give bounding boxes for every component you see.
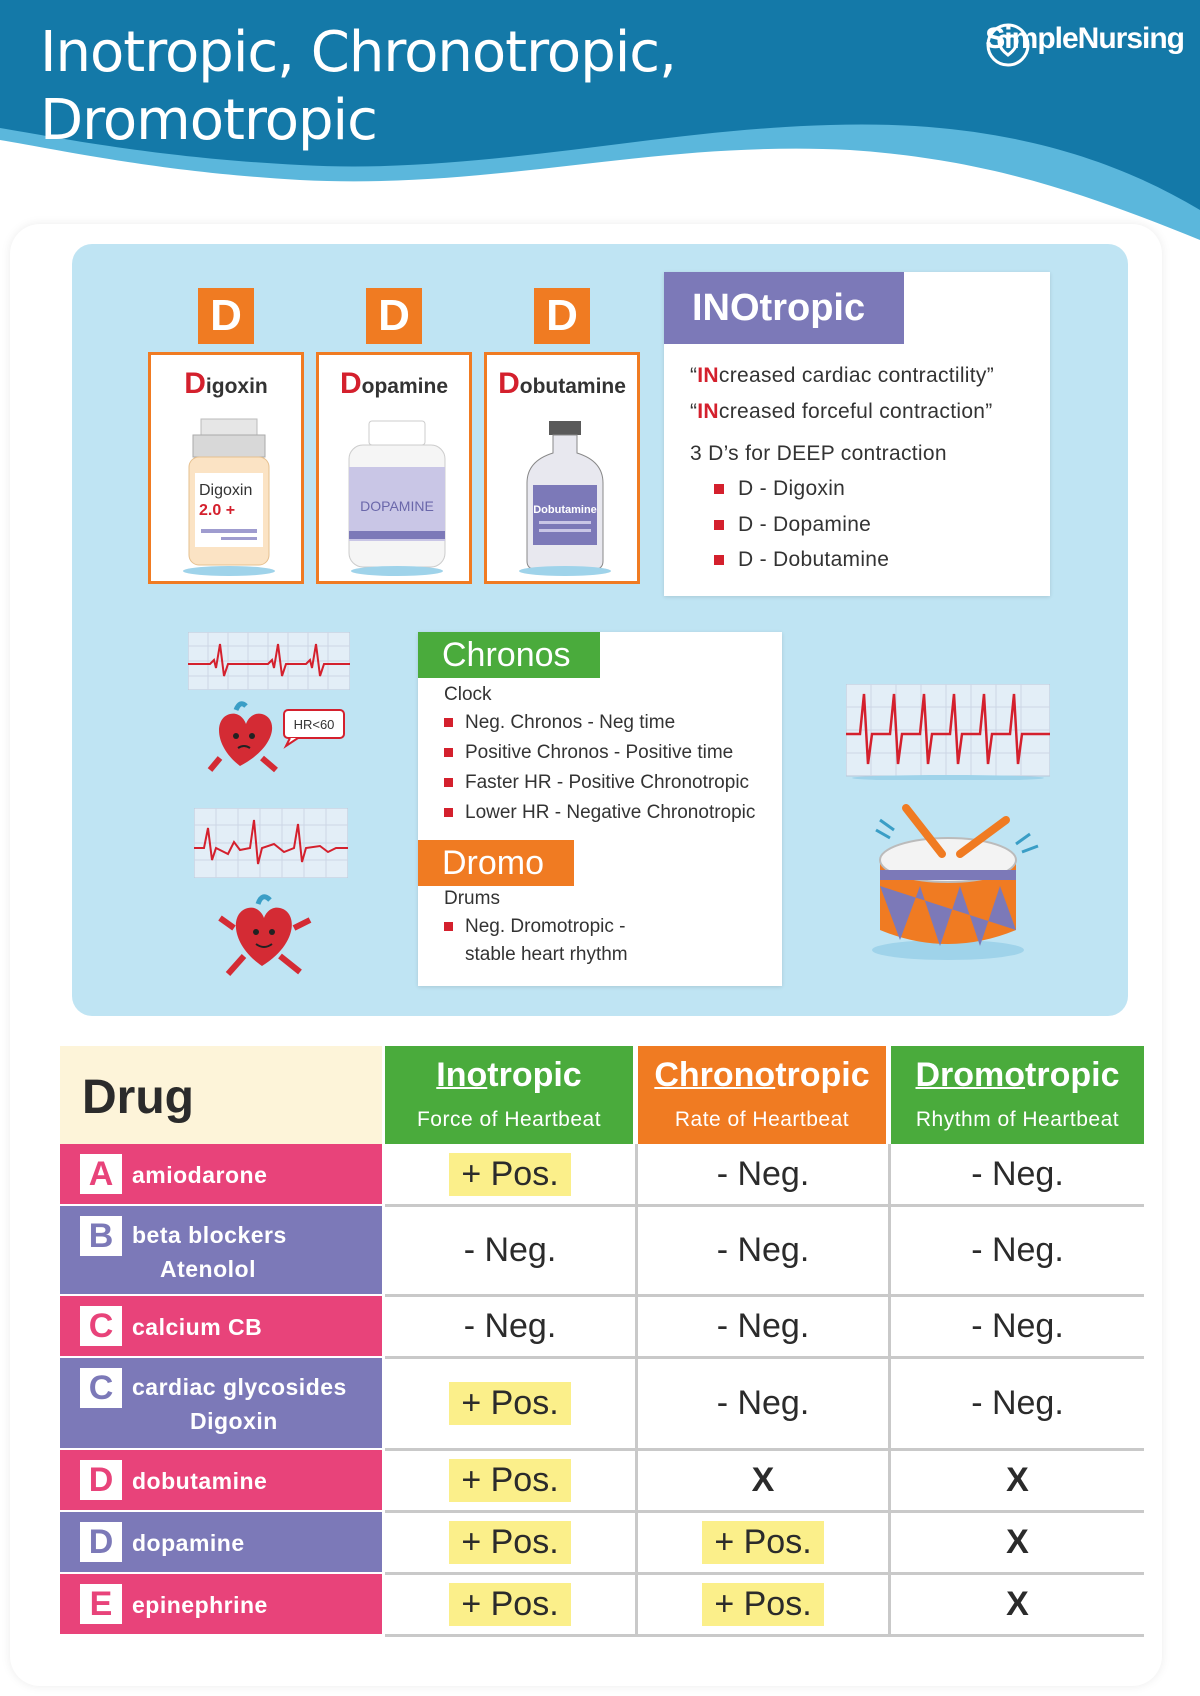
item-text: D - Dobutamine [738, 548, 890, 571]
negative-effect-value: - Neg. [971, 1383, 1064, 1422]
hr-speech-bubble: HR<60 [293, 717, 335, 732]
table-row-label [60, 1358, 382, 1448]
row-drug-name: amiodarone [132, 1162, 268, 1188]
negative-effect-value: - Neg. [716, 1306, 810, 1345]
column-divider [888, 1144, 891, 1634]
title-rest: igoxin [205, 375, 268, 398]
bottle-label: DOPAMINE [360, 498, 434, 514]
no-effect-value: X [751, 1460, 775, 1499]
no-effect-value: X [1006, 1584, 1029, 1623]
row-letter: D [80, 1460, 122, 1500]
drum-illustration [866, 800, 1042, 964]
negative-effect-value: - Neg. [716, 1383, 810, 1422]
chronos-item [444, 802, 755, 824]
bullet-icon [714, 555, 724, 565]
no-effect-value: X [1006, 1522, 1029, 1561]
table-row-label [60, 1574, 382, 1634]
brand-logo [985, 22, 1184, 56]
bullet-icon [444, 778, 453, 787]
positive-effect-value: + Pos. [449, 1153, 570, 1196]
row-drug-name: calcium CB [132, 1314, 263, 1340]
item-text: Positive Chronos - Positive time [465, 742, 734, 763]
bullet-icon [444, 808, 453, 817]
table-cell [385, 1358, 635, 1448]
inotropic-item [714, 548, 889, 572]
table-cell [891, 1296, 1144, 1356]
emphasis-in: IN [697, 364, 719, 387]
digoxin-bottle-illustration [171, 411, 287, 581]
inotropic-box [664, 272, 1050, 596]
row-letter: B [80, 1216, 122, 1256]
title-underlined: Ino [436, 1056, 488, 1094]
table-cell [385, 1574, 635, 1634]
table-cell [638, 1296, 888, 1356]
item-text: D - Digoxin [738, 477, 846, 500]
table-cell [385, 1144, 635, 1204]
item-text: Neg. Dromotropic - [465, 916, 626, 937]
definition-text: creased forceful contraction” [718, 400, 993, 423]
chronos-item [444, 772, 749, 794]
negative-effect-value: - Neg. [971, 1306, 1064, 1345]
drug-header-label: Drug [82, 1071, 194, 1124]
table-row-label [60, 1296, 382, 1356]
negative-effect-value: - Neg. [463, 1230, 557, 1269]
item-text: Neg. Chronos - Neg time [465, 712, 676, 733]
item-text: D - Dopamine [738, 513, 872, 536]
row-drug-name: dobutamine [132, 1468, 268, 1494]
dromotropic-column-header [891, 1046, 1144, 1144]
bullet-icon [444, 718, 453, 727]
drug-card-dopamine [316, 352, 472, 584]
table-cell [891, 1144, 1144, 1204]
table-row-label [60, 1144, 382, 1204]
bullet-icon [714, 484, 724, 494]
vial-label: Dobutamine [533, 504, 597, 516]
title-initial: D [184, 367, 206, 400]
column-title [638, 1056, 886, 1095]
negative-effect-value: - Neg. [971, 1154, 1064, 1193]
irregular-ecg-strip-illustration [194, 808, 348, 878]
stethoscope-heart-icon [985, 22, 1031, 68]
positive-effect-value: + Pos. [702, 1521, 823, 1564]
chronos-item [444, 712, 675, 734]
table-cell [638, 1206, 888, 1294]
row-drug-name: cardiac glycosides [132, 1374, 347, 1400]
regular-ecg-strip-illustration [846, 684, 1050, 780]
table-row-label [60, 1512, 382, 1572]
chronos-header: Chronos [418, 632, 600, 678]
drug-card-digoxin [148, 352, 304, 584]
emphasis-in: IN [697, 400, 719, 423]
inotropic-column-header [385, 1046, 633, 1144]
dromo-subtitle: Drums [444, 888, 500, 909]
negative-effect-value: - Neg. [463, 1306, 557, 1345]
row-drug-example: Atenolol [160, 1256, 256, 1282]
table-cell [638, 1512, 888, 1572]
row-drug-name: beta blockers [132, 1222, 287, 1248]
header-banner [0, 0, 1200, 240]
no-effect-value: X [1006, 1460, 1029, 1499]
title-rest: tropic [487, 1056, 582, 1094]
drug-card-title [151, 367, 301, 401]
dromo-header: Dromo [418, 840, 574, 886]
bullet-icon [444, 748, 453, 757]
table-cell [385, 1206, 635, 1294]
chronotropic-column-header [638, 1046, 886, 1144]
bottle-label-line2: 2.0 + [199, 502, 236, 519]
page-title-line2: Dromotropic [40, 88, 377, 153]
column-subtitle: Rate of Heartbeat [674, 1108, 850, 1131]
column-title [385, 1056, 633, 1095]
positive-effect-value: + Pos. [449, 1459, 570, 1502]
chronos-item [444, 742, 733, 764]
table-cell [891, 1206, 1144, 1294]
title-initial: D [498, 367, 520, 400]
page-title-line1: Inotropic, Chronotropic, [40, 20, 676, 85]
title-initial: D [339, 367, 362, 400]
title-rest: obutamine [519, 375, 626, 398]
item-text: Lower HR - Negative Chronotropic [465, 802, 756, 823]
table-cell [638, 1144, 888, 1204]
row-letter: A [80, 1154, 122, 1194]
running-heart-illustration [216, 888, 316, 982]
d-badge-dobutamine: D [534, 288, 590, 344]
tired-heart-illustration [206, 696, 346, 776]
d-badge-digoxin: D [198, 288, 254, 344]
inotropic-header: INOtropic [664, 272, 904, 344]
title-rest: tropic [775, 1056, 870, 1094]
bullet-icon [714, 520, 724, 530]
positive-effect-value: + Pos. [449, 1583, 570, 1626]
negative-effect-value: - Neg. [716, 1154, 810, 1193]
quote-open: “ [690, 364, 698, 387]
row-letter: C [80, 1306, 122, 1346]
column-divider [635, 1144, 638, 1634]
drug-card-title [487, 367, 637, 401]
inotropic-definition-1 [690, 364, 994, 388]
item-text: Faster HR - Positive Chronotropic [465, 772, 750, 793]
table-cell [891, 1512, 1144, 1572]
table-row-label [60, 1206, 382, 1294]
column-subtitle: Rhythm of Heartbeat [915, 1108, 1120, 1131]
table-cell [385, 1296, 635, 1356]
table-cell [891, 1574, 1144, 1634]
positive-effect-value: + Pos. [449, 1382, 570, 1425]
definition-text: creased cardiac contractility” [718, 364, 995, 387]
dobutamine-vial-illustration [507, 411, 623, 581]
table-cell [385, 1450, 635, 1510]
row-drug-name: dopamine [132, 1530, 245, 1556]
chronos-dromo-box [418, 632, 782, 986]
positive-effect-value: + Pos. [449, 1521, 570, 1564]
dopamine-bottle-illustration [339, 411, 455, 581]
quote-open: “ [690, 400, 698, 423]
slow-ecg-strip-illustration [188, 632, 350, 690]
row-letter: E [80, 1584, 122, 1624]
row-drug-example: Digoxin [190, 1408, 278, 1434]
inotropic-item [714, 477, 845, 501]
row-divider [385, 1634, 1144, 1637]
bullet-icon [444, 922, 453, 931]
drug-column-header [60, 1046, 382, 1144]
title-rest: opamine [361, 375, 449, 398]
title-underlined: Dromo [915, 1056, 1026, 1094]
dromo-item [444, 916, 626, 938]
positive-effect-value: + Pos. [702, 1583, 823, 1626]
negative-effect-value: - Neg. [716, 1230, 810, 1269]
row-letter: D [80, 1522, 122, 1562]
inotropic-definition-2 [690, 400, 993, 424]
row-drug-name: epinephrine [132, 1592, 268, 1618]
table-row-label [60, 1450, 382, 1510]
table-cell [891, 1358, 1144, 1448]
drug-card-dobutamine [484, 352, 640, 584]
bottle-label-line1: Digoxin [199, 482, 253, 499]
table-cell [638, 1450, 888, 1510]
column-title [891, 1056, 1144, 1095]
negative-effect-value: - Neg. [971, 1230, 1064, 1269]
inotropic-mnemonic: 3 D’s for DEEP contraction [690, 442, 947, 465]
d-badge-dopamine: D [366, 288, 422, 344]
row-letter: C [80, 1368, 122, 1408]
drug-card-title [319, 367, 469, 401]
table-cell [638, 1574, 888, 1634]
table-cell [385, 1512, 635, 1572]
brand-name: SimpleNursing [985, 22, 1184, 55]
inotropic-item [714, 513, 871, 537]
dromo-item-continued: stable heart rhythm [465, 944, 628, 965]
chronos-subtitle: Clock [444, 684, 492, 705]
column-subtitle: Force of Heartbeat [416, 1108, 602, 1131]
title-rest: tropic [1025, 1056, 1120, 1094]
table-cell [891, 1450, 1144, 1510]
table-cell [638, 1358, 888, 1448]
title-underlined: Chrono [654, 1056, 776, 1094]
